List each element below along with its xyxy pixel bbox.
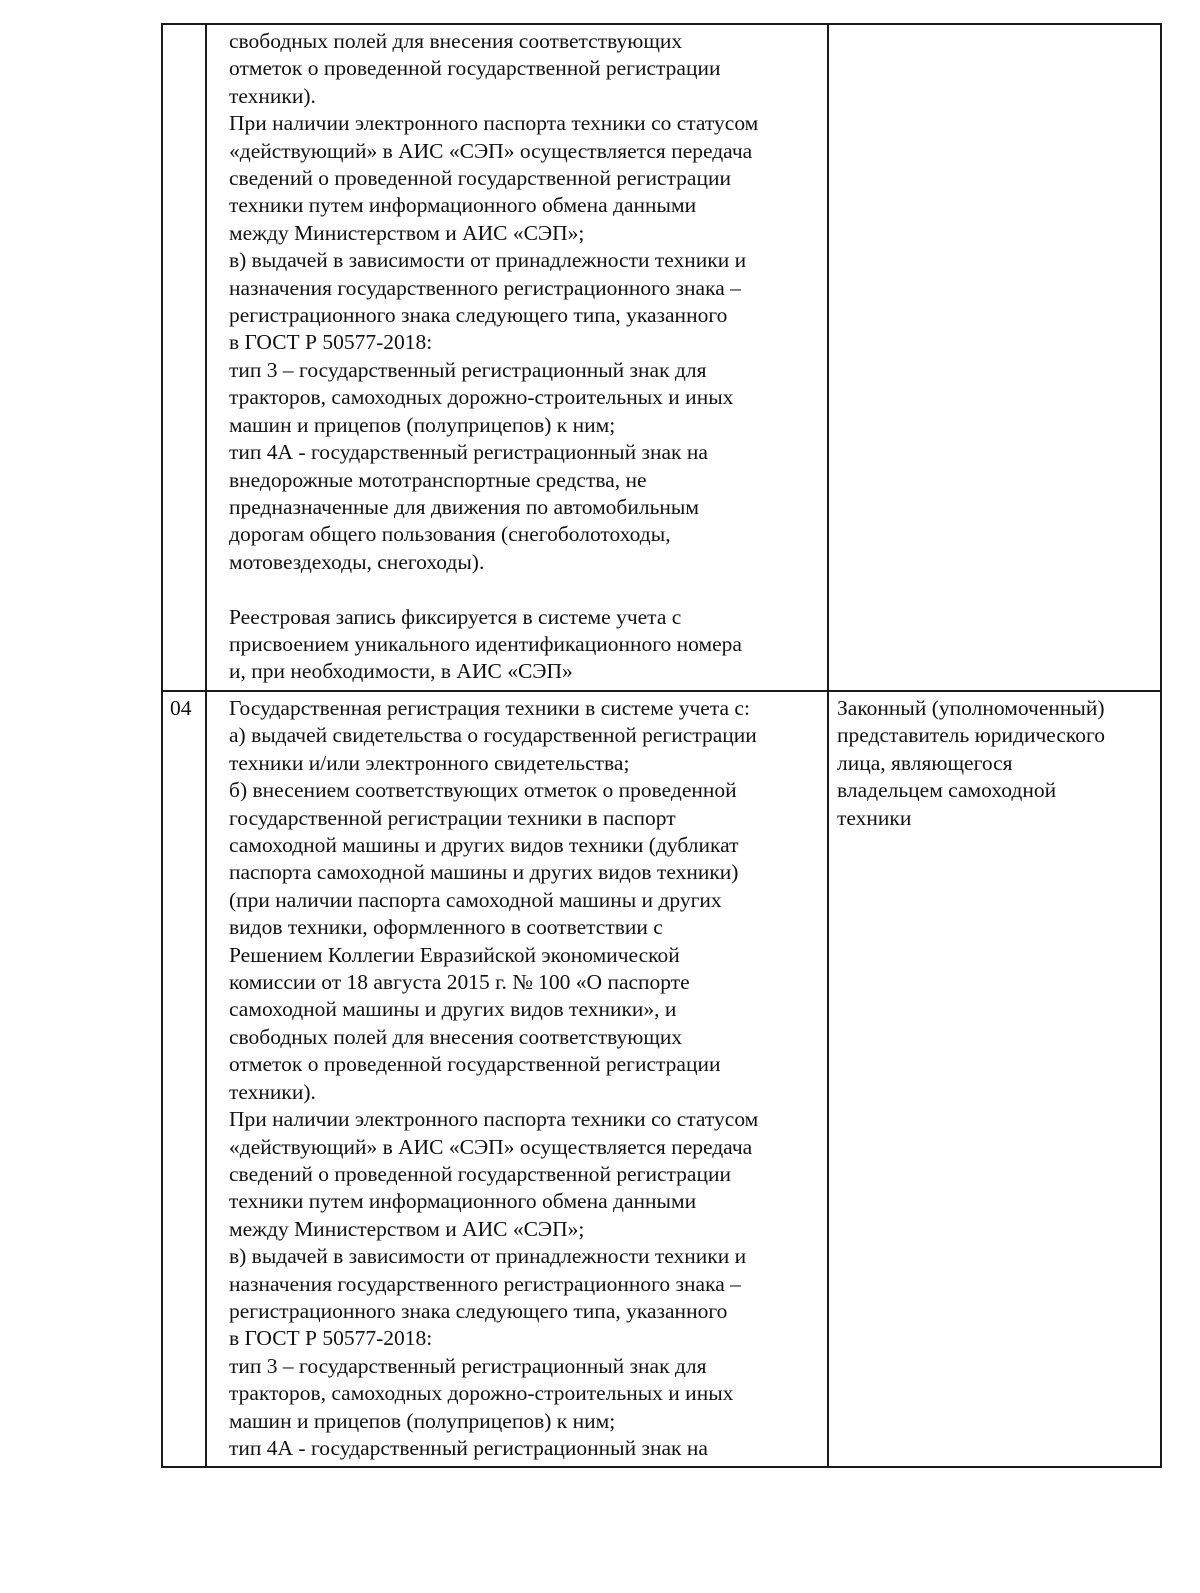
text-line: назначения государственного регистрационного знака –	[229, 275, 741, 300]
text-line: При наличии электронного паспорта техники со статусом	[229, 1107, 759, 1132]
row-description-cell	[206, 691, 828, 1467]
row-number: 04	[170, 696, 192, 720]
text-line: лица, являющегося	[837, 750, 1013, 775]
document-table	[161, 23, 1162, 1468]
text-line: паспорта самоходной машины и других видов техники)	[229, 860, 739, 885]
text-line: сведений о проведенной государственной регистрации	[229, 166, 731, 191]
text-line: «действующий» в АИС «СЭП» осуществляется передача	[229, 1134, 753, 1159]
text-line: отметок о проведенной государственной регистрации	[229, 56, 721, 81]
text-line: предназначенные для движения по автомобильным	[229, 494, 699, 519]
text-line: владельцем самоходной	[837, 778, 1057, 803]
text-line: представитель юридического	[837, 723, 1106, 748]
text-line: техники).	[229, 83, 316, 108]
text-line: внедорожные мототранспортные средства, не	[229, 467, 647, 492]
row-description	[229, 695, 823, 1462]
text-line: комиссии от 18 августа 2015 г. № 100 «О паспорте	[229, 970, 690, 995]
text-line: регистрационного знака следующего типа, указанного	[229, 303, 728, 328]
text-line	[229, 576, 823, 603]
text-line: (при наличии паспорта самоходной машины и других	[229, 887, 722, 912]
row-description	[229, 28, 823, 686]
text-line: свободных полей для внесения соответствующих	[229, 29, 683, 53]
text-line: видов техники, оформленного в соответствии с	[229, 915, 663, 940]
text-line: б) внесением соответствующих отметок о проведенной	[229, 778, 737, 803]
row-applicant	[837, 695, 1156, 832]
text-line: и, при необходимости, в АИС «СЭП»	[229, 659, 573, 684]
text-line: машин и прицепов (полуприцепов) к ним;	[229, 412, 616, 437]
text-line: машин и прицепов (полуприцепов) к ним;	[229, 1408, 616, 1433]
text-line: тип 4А - государственный регистрационный знак на	[229, 1435, 708, 1460]
text-line: «действующий» в АИС «СЭП» осуществляется передача	[229, 138, 753, 163]
text-line: а) выдачей свидетельства о государственной регистрации	[229, 723, 757, 748]
text-line: Государственная регистрация техники в системе учета с:	[229, 696, 750, 720]
row-number-cell	[162, 24, 206, 691]
row-applicant-cell	[828, 691, 1161, 1467]
row-number-cell	[162, 691, 206, 1467]
text-line: тракторов, самоходных дорожно-строительных и иных	[229, 385, 734, 410]
table-row	[162, 691, 1161, 1467]
row-description-cell	[206, 24, 828, 691]
text-line: техники	[837, 805, 912, 830]
text-line: техники).	[229, 1079, 316, 1104]
text-line: назначения государственного регистрационного знака –	[229, 1271, 741, 1296]
text-line: свободных полей для внесения соответствующих	[229, 1024, 683, 1049]
text-line: дорогам общего пользования (снегоболотоходы,	[229, 522, 671, 547]
text-line: Законный (уполномоченный)	[837, 696, 1105, 720]
text-line: в) выдачей в зависимости от принадлежности техники и	[229, 248, 747, 273]
text-line: тип 4А - государственный регистрационный знак на	[229, 440, 708, 465]
text-line: тип 3 – государственный регистрационный знак для	[229, 1353, 707, 1378]
table-row	[162, 24, 1161, 691]
text-line: в) выдачей в зависимости от принадлежности техники и	[229, 1244, 747, 1269]
text-line: техники и/или электронного свидетельства;	[229, 750, 630, 775]
text-line: Реестровая запись фиксируется в системе учета с	[229, 604, 682, 629]
text-line: самоходной машины и других видов техники», и	[229, 997, 677, 1022]
text-line: присвоением уникального идентификационного номера	[229, 631, 742, 656]
text-line: отметок о проведенной государственной регистрации	[229, 1052, 721, 1077]
text-line: Решением Коллегии Евразийской экономической	[229, 942, 680, 967]
text-line: тип 3 – государственный регистрационный знак для	[229, 357, 707, 382]
text-line: тракторов, самоходных дорожно-строительных и иных	[229, 1381, 734, 1406]
text-line: в ГОСТ Р 50577-2018:	[229, 330, 433, 355]
text-line: государственной регистрации техники в паспорт	[229, 805, 676, 830]
text-line: сведений о проведенной государственной регистрации	[229, 1161, 731, 1186]
text-line: регистрационного знака следующего типа, указанного	[229, 1298, 728, 1323]
text-line: в ГОСТ Р 50577-2018:	[229, 1326, 433, 1351]
text-line: техники путем информационного обмена данными	[229, 1189, 697, 1214]
text-line: При наличии электронного паспорта техники со статусом	[229, 111, 759, 136]
text-line: между Министерством и АИС «СЭП»;	[229, 1216, 585, 1241]
text-line: техники путем информационного обмена данными	[229, 193, 697, 218]
text-line: самоходной машины и других видов техники (дубликат	[229, 833, 739, 858]
text-line: мотовездеходы, снегоходы).	[229, 549, 485, 574]
text-line: между Министерством и АИС «СЭП»;	[229, 220, 585, 245]
row-applicant-cell	[828, 24, 1161, 691]
